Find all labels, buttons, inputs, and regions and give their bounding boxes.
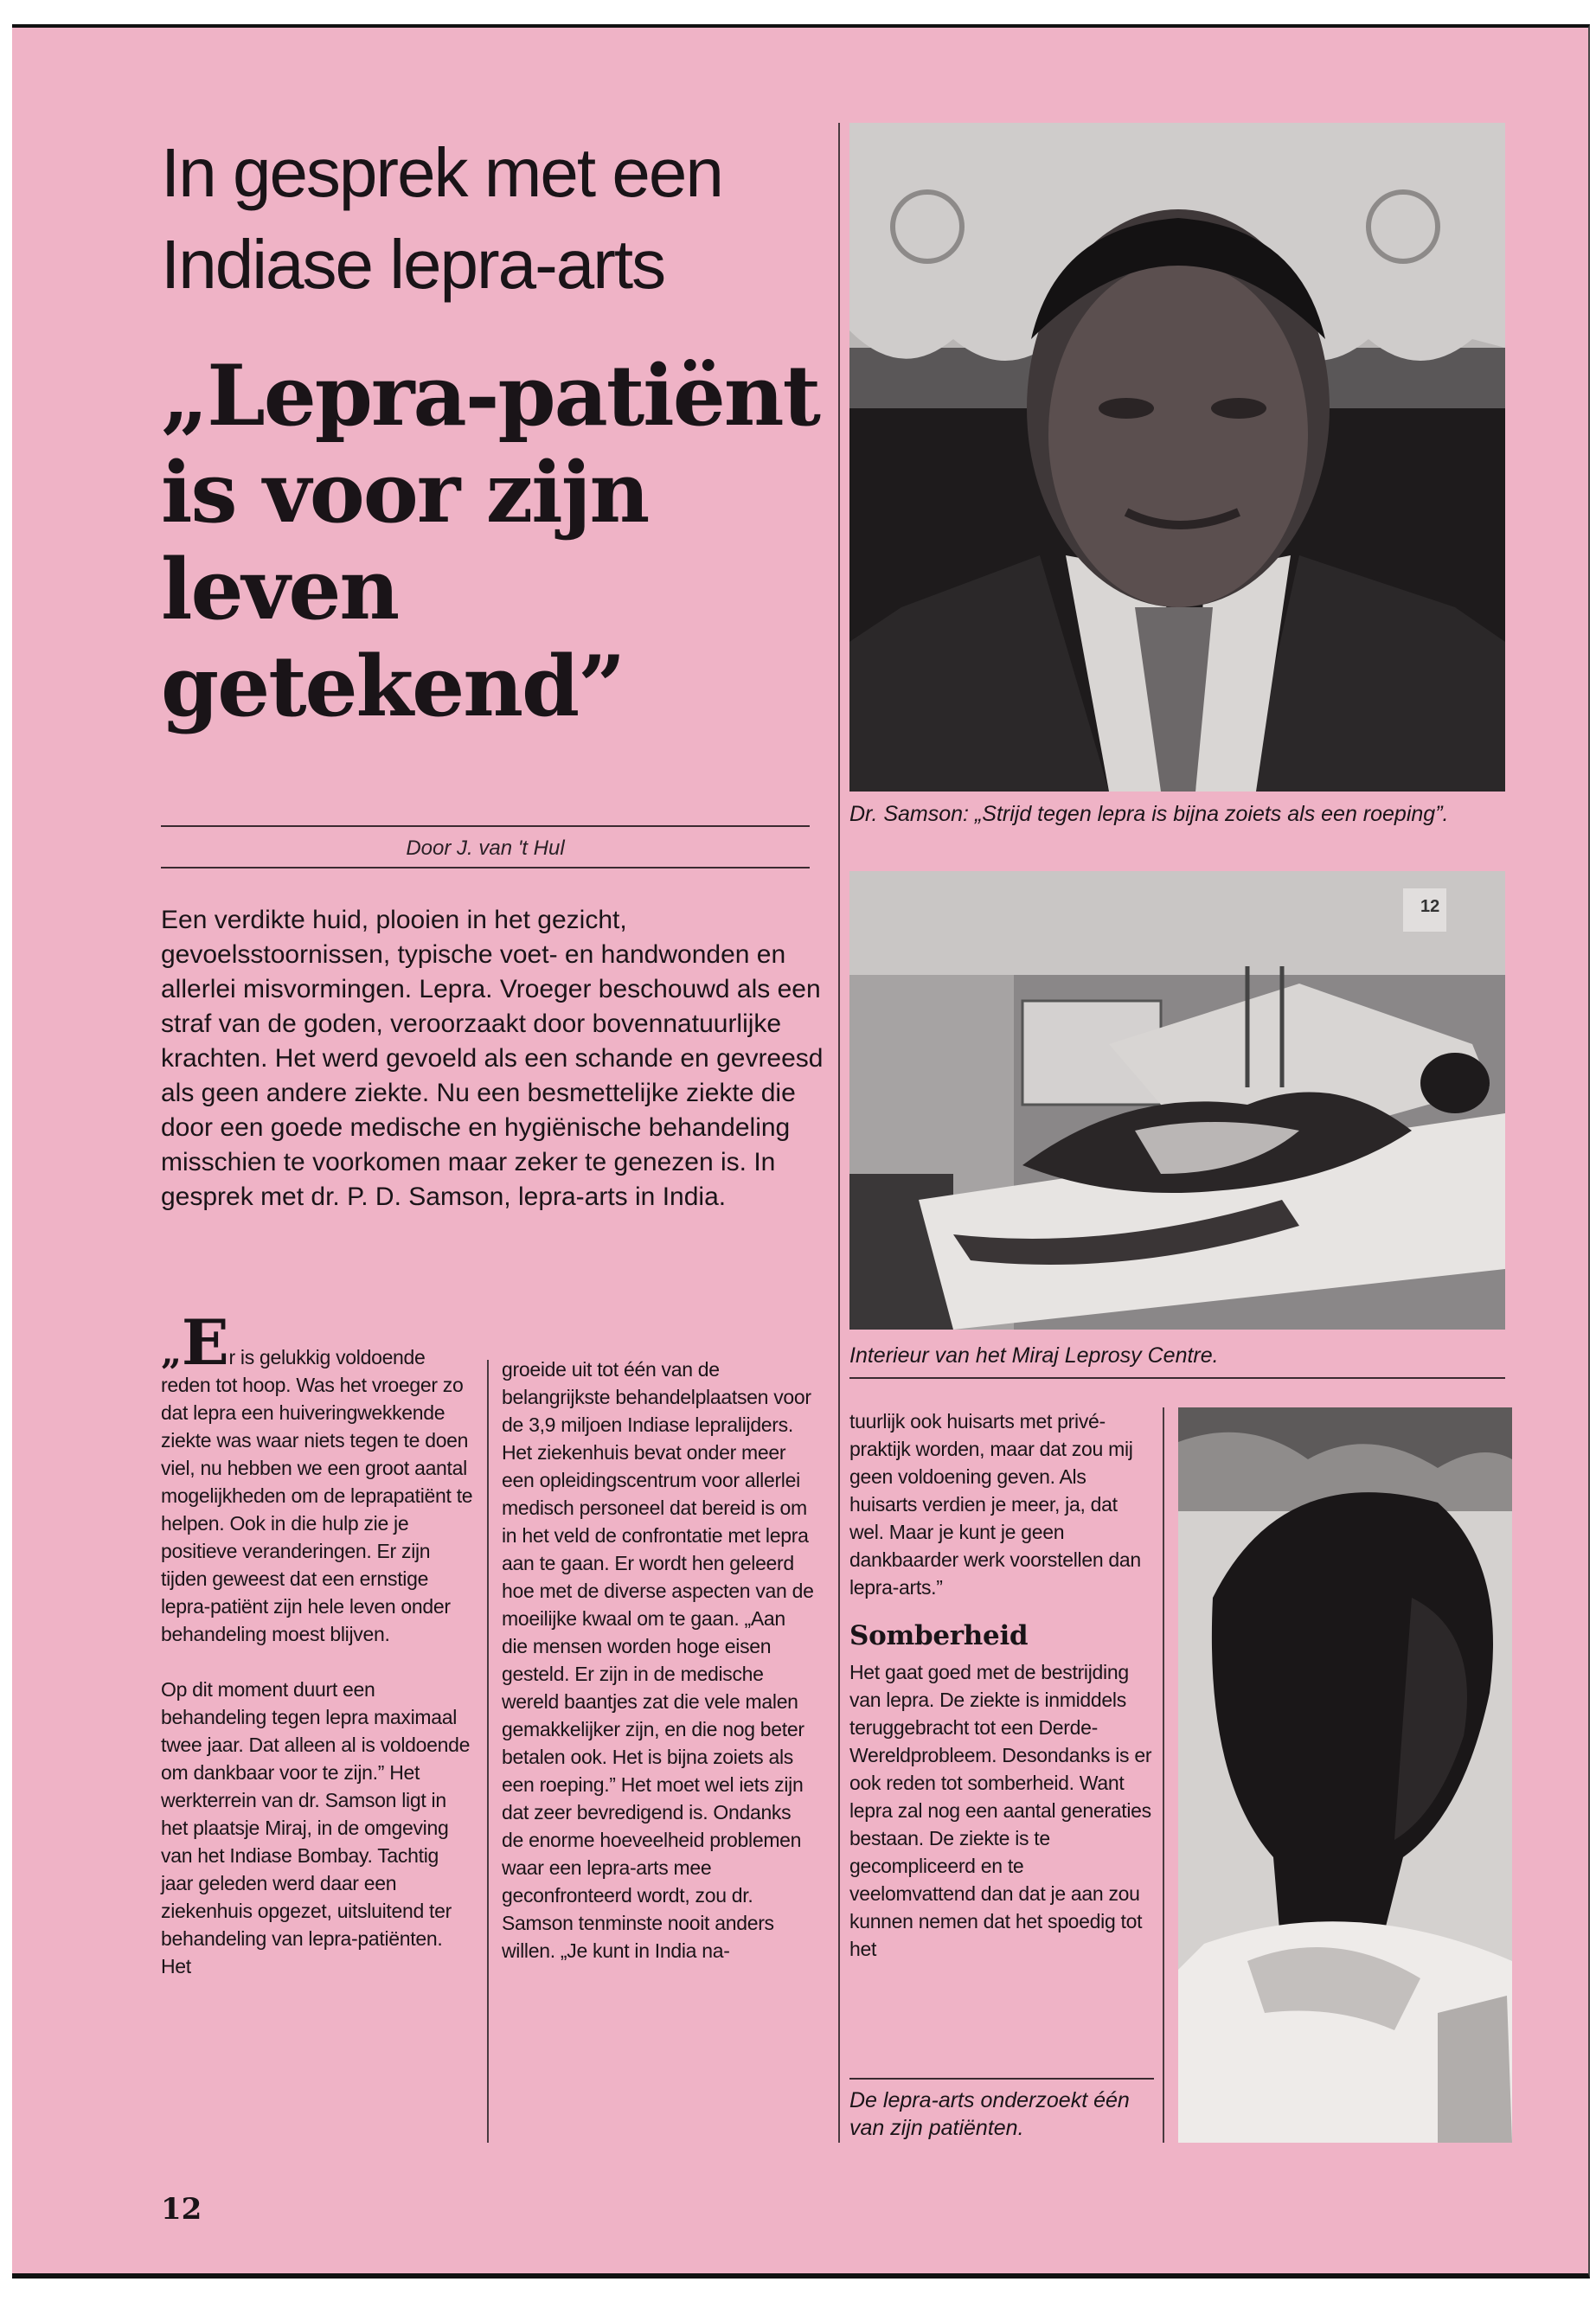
col1-paragraph-1 (161, 1305, 474, 1648)
ward-caption-rule (849, 1377, 1505, 1379)
portrait-photo (849, 123, 1505, 792)
headline-line-3: leven (161, 541, 399, 638)
col3-paragraph-2: Het gaat goed met de bestrijding van lepra. De ziekte is inmiddels teruggebracht tot een Derde-Wereldprobleem. Desondanks is er ook reden tot somberheid. Want lepra zal nog een aantal generaties bestaan. De ziekte is te gecompliceerd en te veelomvattend dan dat je aan zou kunnen nemen dat het spoedig tot het (849, 1661, 1152, 1960)
ward-caption: Interieur van het Miraj Leprosy Centre. (849, 1343, 1219, 1368)
portrait-photo-image (849, 123, 1505, 792)
headline-line-2: is voor zijn (161, 444, 649, 542)
byline: Door J. van 't Hul (406, 836, 565, 860)
headline-line-4: getekend” (161, 638, 625, 735)
profile-photo-image (1178, 1407, 1512, 2143)
portrait-caption: Dr. Samson: „Strijd tegen lepra is bijna zoiets als een roeping”. (849, 802, 1449, 826)
opening-quote-mark: „ (161, 1330, 182, 1373)
ward-photo (849, 871, 1505, 1330)
ward-bed-number: 12 (1420, 897, 1440, 916)
body-column-3 (849, 1407, 1154, 1963)
profile-caption-rule (849, 2078, 1154, 2080)
profile-caption: De lepra-arts onderzoekt één van zijn patiënten. (849, 2088, 1130, 2140)
body-column-1 (161, 1305, 474, 1980)
page-number: 12 (161, 2192, 202, 2227)
article-kicker (161, 127, 853, 311)
col3-paragraph-1: tuurlijk ook huisarts met privé-praktijk worden, maar dat zou mij geen voldoening geven. Als huisarts verdien je meer, ja, dat wel. Maar je kunt je geen dankbaarder werk voorstellen dan lepra-arts.” (849, 1410, 1141, 1599)
profile-photo (1178, 1407, 1512, 2143)
article-lead: Een verdikte huid, plooien in het gezicht, gevoelsstoornissen, typische voet- en handwonden en allerlei misvormingen. Lepra. Vroeger beschouwd als een straf van de goden, veroorzaakt door bovennatuurlijke krachten. Het werd gevoeld als een schande en gevreesd als geen andere ziekte. Nu een besmettelijke ziekte die door een goede medische en hygiënische behandeling misschien te voorkomen maar zeker te genezen is. In gesprek met dr. P. D. Samson, lepra-arts in India. (161, 906, 824, 1211)
ward-photo-image (849, 871, 1505, 1330)
drop-cap: E (181, 1305, 229, 1379)
column-divider-3 (1163, 1407, 1164, 2143)
col1-paragraph-2: Op dit moment duurt een behandeling tegen lepra maximaal twee jaar. Dat alleen al is voldoende om dankbaar voor te zijn.” Het werkterrein van dr. Samson ligt in het plaatsje Miraj, in de omgeving van het Indiase Bombay. Tachtig jaar geleden werd daar een ziekenhuis opgezet, uitsluitend ter behandeling van lepra-patiënten. Het (161, 1678, 471, 1977)
byline-rule-bottom (161, 867, 810, 868)
article-headline (161, 348, 853, 735)
kicker-line-1: In gesprek met een (161, 134, 722, 211)
col2-paragraph-1: groeide uit tot één van de belangrijkste behandelplaatsen voor de 3,9 miljoen Indiase lepralijders. Het ziekenhuis bevat onder meer een opleidingscentrum voor allerlei medisch personeel dat bereid is om in het veld de confrontatie met lepra aan te gaan. Er wordt hen geleerd hoe met de diverse aspecten van de moeilijke kwaal om te gaan. „Aan die mensen worden hoge eisen gesteld. Er zijn in de medische wereld baantjes zat die vele malen gemakkelijker zijn, en die nog beter betalen ook. Het is bijna zoiets als een roeping.” Het moet wel iets zijn dat zeer bevredigend is. Ondanks de enorme hoeveelheid problemen waar een lepra-arts mee geconfronteerd wordt, zou dr. Samson tenminste nooit anders willen. „Je kunt in India na- (502, 1358, 814, 1962)
column-divider-2 (838, 123, 840, 2143)
magazine-page (12, 24, 1590, 2279)
column-divider-1 (487, 1360, 489, 2143)
headline-line-1: „Lepra-patiënt (161, 347, 819, 445)
col1-paragraph-1-text: r is gelukkig voldoende reden tot hoop. Was het vroeger zo dat lepra een huiveringwekkende ziekte was waar niets tegen te doen viel, nu hebben we een groot aantal mogelijkheden om de leprapatiënt te helpen. Ook in die hulp zie je positieve veranderingen. Er zijn tijden geweest dat een ernstige lepra-patiënt zijn hele leven onder behandeling moest blijven. (161, 1346, 473, 1645)
kicker-line-2: Indiase lepra-arts (161, 226, 665, 303)
body-column-2 (502, 1356, 815, 1965)
byline-rule-top (161, 825, 810, 827)
subhead-somberheid: Somberheid (849, 1620, 1029, 1651)
